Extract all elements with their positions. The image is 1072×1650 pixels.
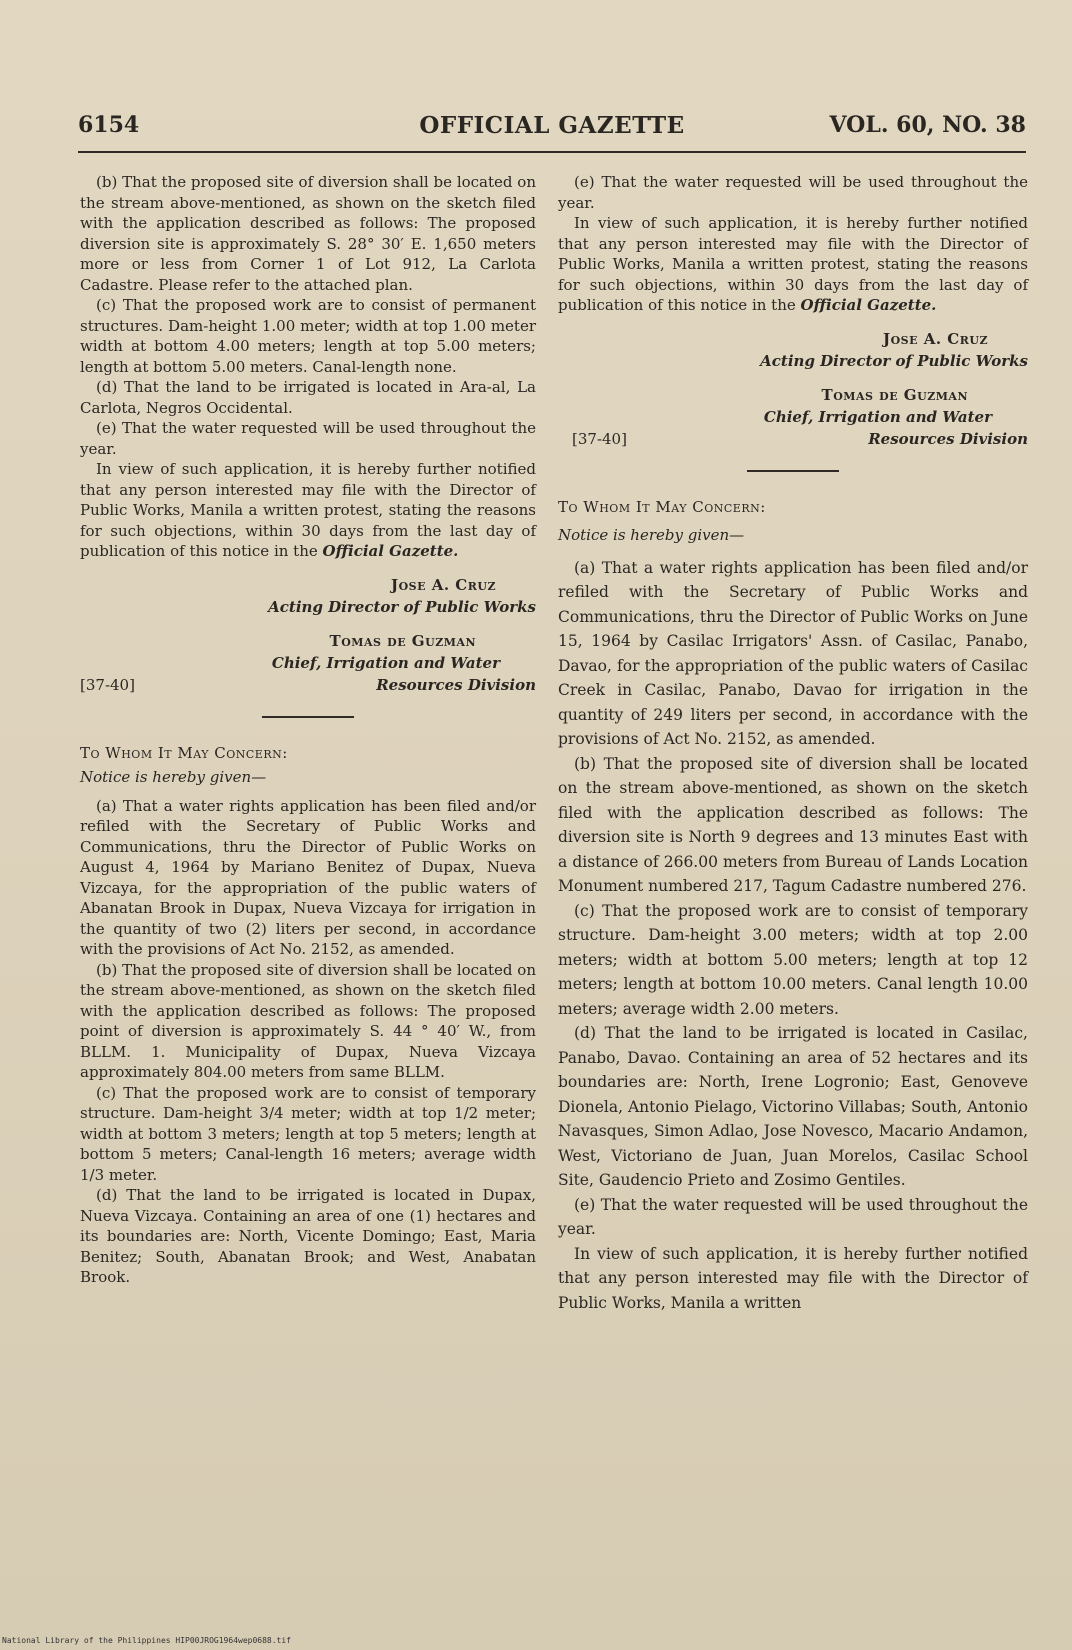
reference-number: [37-40] [80, 675, 135, 694]
paragraph-e: (e) That the water requested will be used throughout the year. [80, 419, 536, 458]
signer-title: Chief, Irrigation and Water [271, 653, 500, 672]
section-divider [262, 716, 354, 718]
reference-number: [37-40] [572, 429, 627, 448]
signature-block-2 [80, 630, 536, 696]
notice-paragraph-a: (a) That a water rights application has been filed and/or refiled with the Secretary of Public Works and Communications, thru the Director of Public Works on August 4, 1964 by Mariano Benitez of Dupax, Nueva Vizcaya, for the appropriation of the public waters of Abanatan Brook in Dupax, Nueva Vizcaya for irrigation in the quantity of two (2) liters per second, in accordance with the provisions of Act No. 2152, as amended. [80, 796, 536, 958]
notice-paragraph-b: (b) That the proposed site of diversion shall be located on the stream above-mentioned, as shown on the sketch filed with the application described as follows: The proposed point of diversion is approximately S. 44 ° 40′ W., from BLLM. 1. Municipality of Dupax, Nueva Vizcaya approximately 804.00 meters from same BLLM. [80, 960, 536, 1081]
notice-intro: Notice is hereby given— [80, 767, 267, 786]
signer-name: Jose A. Cruz [882, 329, 988, 348]
signer-name: Tomas de Guzman [821, 385, 968, 404]
notice-paragraph-d: (d) That the land to be irrigated is located in Casilac, Panabo, Davao. Containing an area of 52 hectares and its boundaries are: North, Irene Logronio; East, Genoveve Dionela, Antonio Pielago, Victorino Villabas; South, Antonio Navasques, Simon Adlao, Jose Novesco, Macario Andamon, West, Victoriano de Juan, Juan Morelos, Casilac School Site, Gaudencio Prieto and Zosimo Gentiles. [558, 1024, 1028, 1189]
notice-paragraph-c: (c) That the proposed work are to consist of temporary structure. Dam-height 3/4 meter; width at top 1/2 meter; width at bottom 3 meters; length at top 5 meters; length at bottom 5 meters; Canal-length 16 meters; average width 1/3 meter. [80, 1083, 536, 1184]
paragraph-d: (d) That the land to be irrigated is located in Ara-al, La Carlota, Negros Occidental. [80, 378, 536, 417]
gazette-ref: Official Gazette. [800, 296, 937, 314]
notice-paragraph-b: (b) That the proposed site of diversion shall be located on the stream above-mentioned, as shown on the sketch filed with the application described as follows: The diversion site is North 9 degrees and 13 minutes East with a distance of 266.00 meters from Bureau of Lands Location Monument numbered 217, Tagum Cadastre numbered 276. [558, 754, 1028, 895]
signer-title: Acting Director of Public Works [268, 597, 536, 616]
notice-paragraph-c: (c) That the proposed work are to consist of temporary structure. Dam-height 3.00 meters; width at top 2.00 meters; width at bottom 5.00 meters; length at top 12 meters; length at bottom 10.00 meters. Canal length 10.00 meters; average width 2.00 meters. [558, 901, 1028, 1018]
volume-label: VOL. 60, NO. 38 [829, 112, 1026, 138]
signature-block-1 [80, 574, 536, 618]
signer-division: Resources Division [868, 429, 1028, 448]
page-title: OFFICIAL GAZETTE [419, 112, 685, 139]
signer-title: Chief, Irrigation and Water [763, 407, 992, 426]
notice-paragraph-view: In view of such application, it is hereby further notified that any person interested may file with the Director of Public Works, Manila a written [558, 1244, 1028, 1312]
notice-heading: To Whom It May Concern: [80, 743, 288, 762]
section-divider [747, 470, 839, 472]
scan-footer: National Library of the Philippines HIP00JROG1964wep0688.tif [2, 1636, 291, 1645]
signer-name: Jose A. Cruz [390, 575, 496, 594]
paragraph-view: In view of such application, it is hereby further notified that any person interested may file with the Director of Public Works, Manila a written protest, stating the reasons for such objections, within 30 days from the last day of publication of this notice in the Official Gazette. [558, 214, 1028, 314]
signer-name: Tomas de Guzman [329, 631, 476, 650]
signature-block-1 [558, 328, 1028, 372]
header-rule [78, 151, 1026, 153]
paragraph-c: (c) That the proposed work are to consist of permanent structures. Dam-height 1.00 meter; width at top 1.00 meter width at bottom 4.00 meters; length at top 5.00 meters; length at bottom 5.00 meters. Canal-length none. [80, 296, 536, 376]
right-column [558, 172, 1028, 1315]
notice-paragraph-e: (e) That the water requested will be used throughout the year. [558, 1195, 1028, 1238]
signer-division: Resources Division [376, 675, 536, 694]
paragraph-view: In view of such application, it is hereby further notified that any person interested may file with the Director of Public Works, Manila a written protest, stating the reasons for such objections, within 30 days from the last day of publication of this notice in the Official Gazette. [80, 460, 536, 560]
paragraph-e: (e) That the water requested will be used throughout the year. [558, 173, 1028, 212]
signer-title: Acting Director of Public Works [760, 351, 1028, 370]
page-header [78, 112, 1026, 148]
notice-paragraph-a: (a) That a water rights application has been filed and/or refiled with the Secretary of Public Works and Communications, thru the Director of Public Works on June 15, 1964 by Casilac Irrigators' Assn. of Casilac, Panabo, Davao, for the appropriation of the public waters of Casilac Creek in Casilac, Panabo, Davao for irrigation in the quantity of 249 liters per second, in accordance with the provisions of Act No. 2152, as amended. [558, 558, 1028, 748]
notice-intro: Notice is hereby given— [558, 525, 745, 544]
gazette-ref: Official Gazette. [322, 542, 459, 560]
paragraph-b: (b) That the proposed site of diversion shall be located on the stream above-mentioned, as shown on the sketch filed with the application described as follows: The proposed diversion site is approximately S. 28° 30′ E. 1,650 meters more or less from Corner 1 of Lot 912, La Carlota Cadastre. Please refer to the attached plan. [80, 173, 536, 294]
left-column [80, 172, 536, 1288]
notice-paragraph-d: (d) That the land to be irrigated is located in Dupax, Nueva Vizcaya. Containing an area of one (1) hectares and its boundaries are: North, Vicente Domingo; East, Maria Benitez; South, Abanatan Brook; and West, Anabatan Brook. [80, 1186, 536, 1286]
signature-block-2 [558, 384, 1028, 450]
page-number: 6154 [78, 112, 140, 138]
notice-heading: To Whom It May Concern: [558, 497, 766, 516]
